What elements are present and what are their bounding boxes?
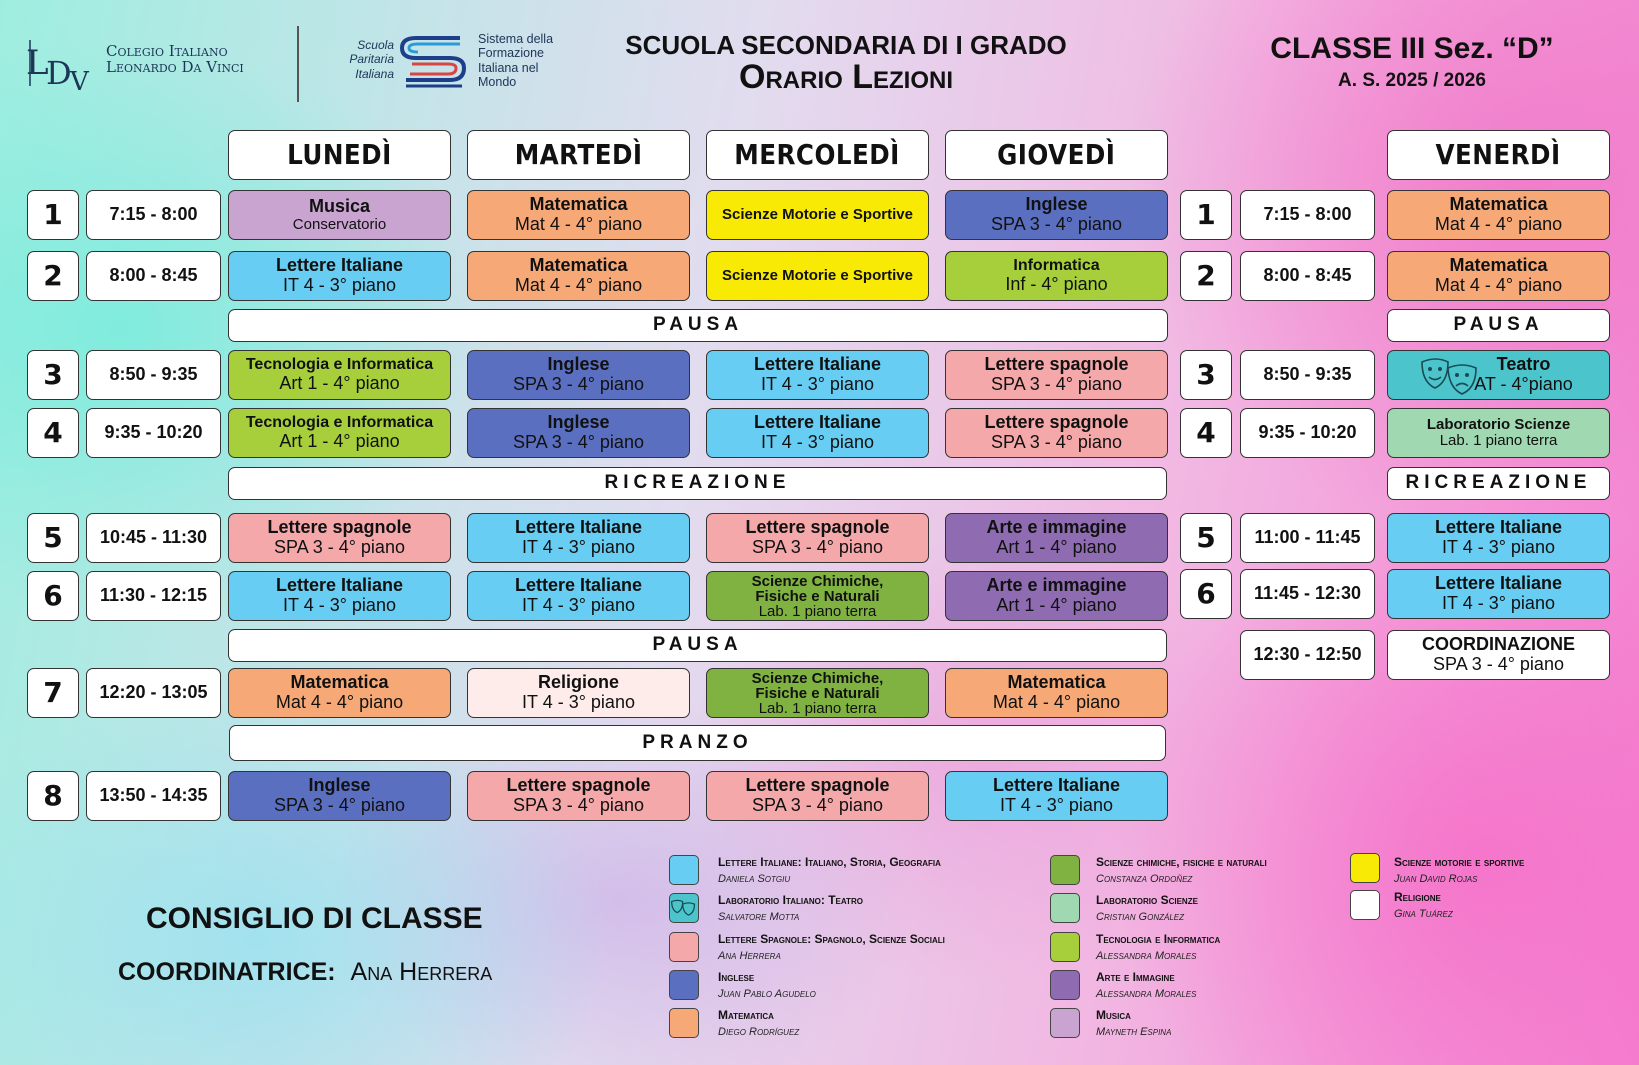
legend-subject: Inglese: [718, 970, 755, 984]
lesson-cell: [706, 771, 929, 821]
lesson-cell: [945, 668, 1168, 718]
lesson-cell: [467, 668, 690, 718]
lesson-subject: Inglese: [308, 775, 371, 796]
legend-swatch: [1050, 1008, 1080, 1038]
lesson-room: Mat 4 - 4° piano: [514, 214, 643, 234]
lesson-cell: [706, 190, 929, 240]
lesson-room: Art 1 - 4° piano: [279, 372, 400, 393]
lesson-subject: Lettere Italiane: [992, 775, 1121, 796]
legend-subject: Religione: [1394, 890, 1441, 904]
lesson-subject: Arte e immagine: [986, 575, 1127, 596]
period-number-text: 1: [1196, 197, 1216, 231]
lesson-cell: [467, 571, 690, 621]
lesson-subject: Arte e immagine: [986, 517, 1127, 538]
legend-subject: Musica: [1096, 1008, 1131, 1022]
period-time: [1240, 190, 1375, 240]
lesson-room: SPA 3 - 4° piano: [752, 537, 883, 557]
sistema-line3: Italiana nel: [478, 60, 539, 75]
period-number-text: 3: [1196, 357, 1216, 391]
books-logo-icon: [398, 32, 470, 88]
legend-teacher: Juan Pablo Agudelo: [718, 988, 816, 1000]
legend-teacher: Gina Tuárez: [1394, 908, 1453, 920]
period-number: [27, 190, 79, 240]
period-number: [27, 668, 79, 718]
lesson-subject: Inglese: [1025, 194, 1088, 215]
legend-subject: Matematica: [718, 1008, 774, 1022]
lesson-room: IT 4 - 3° piano: [1442, 537, 1555, 557]
period-time-text: 12:20 - 13:05: [99, 682, 208, 703]
paritaria-line1: Scuola: [357, 38, 394, 52]
lesson-cell: [945, 771, 1168, 821]
period-time-text: 7:15 - 8:00: [109, 204, 198, 225]
school-name-line2: Leonardo Da Vinci: [106, 57, 244, 76]
lesson-cell: [945, 190, 1168, 240]
period-time: [86, 251, 221, 301]
period-number-text: 4: [1196, 415, 1216, 449]
lesson-subject: Laboratorio Scienze: [1426, 415, 1571, 433]
legend-subject: Arte e Immagine: [1096, 970, 1175, 984]
period-time-text: 9:35 - 10:20: [1258, 422, 1357, 443]
lesson-cell: [228, 408, 451, 458]
lesson-room: Mat 4 - 4° piano: [1434, 214, 1563, 234]
lesson-room: IT 4 - 3° piano: [761, 374, 874, 394]
period-number-text: 5: [1196, 520, 1216, 554]
paritaria-line2: Paritaria: [349, 52, 394, 67]
period-time-text: 7:15 - 8:00: [1263, 204, 1352, 225]
lesson-cell: [1387, 408, 1610, 458]
school-logo: [26, 34, 96, 90]
lesson-subject: Scienze Motorie e Sportive: [722, 266, 913, 284]
page-title: Orario Lezioni: [739, 58, 953, 96]
day-label: GIOVEDÌ: [997, 137, 1116, 171]
lesson-cell: [706, 513, 929, 563]
period-number: [27, 513, 79, 563]
legend-subject: Scienze motorie e sportive: [1394, 855, 1525, 869]
lesson-cell: [1387, 190, 1610, 240]
lesson-cell: [706, 251, 929, 301]
lesson-room: Mat 4 - 4° piano: [992, 692, 1121, 712]
period-time: [1240, 251, 1375, 301]
lesson-cell: [706, 668, 929, 718]
legend-subject: Lettere Italiane: Italiano, Storia, Geografia: [718, 855, 941, 869]
council-title: CONSIGLIO DI CLASSE: [146, 902, 483, 935]
lesson-subject: Lettere Italiane: [753, 412, 882, 433]
lesson-subject: Lettere spagnole: [506, 775, 651, 796]
lesson-subject: Scienze Chimiche,: [751, 572, 884, 590]
break-label: PAUSA: [652, 634, 743, 656]
lesson-subject: Scienze Motorie e Sportive: [722, 205, 913, 223]
lesson-cell: [1387, 350, 1610, 400]
period-time: [86, 190, 221, 240]
lesson-subject-line2: Fisiche e Naturali: [755, 684, 880, 702]
legend-teacher: Daniela Sotgiu: [718, 873, 791, 885]
lesson-room: SPA 3 - 4° piano: [274, 795, 405, 815]
lesson-subject: Lettere Italiane: [275, 575, 404, 596]
lesson-subject: Lettere Italiane: [514, 517, 643, 538]
period-time: [1240, 513, 1375, 563]
ldv-monogram-icon: [26, 34, 96, 90]
lesson-room: IT 4 - 3° piano: [761, 432, 874, 452]
svg-text:D: D: [46, 54, 72, 90]
lesson-subject: Matematica: [529, 194, 628, 215]
lesson-subject: Inglese: [547, 354, 610, 375]
lesson-room: Mat 4 - 4° piano: [1434, 275, 1563, 295]
break-bar-pranzo: [229, 725, 1166, 761]
period-number: [27, 350, 79, 400]
period-time-text: 9:35 - 10:20: [104, 422, 203, 443]
period-time-text: 11:45 - 12:30: [1253, 583, 1362, 604]
period-number: [1180, 350, 1232, 400]
lesson-subject: Inglese: [547, 412, 610, 433]
legend-swatch: [1050, 893, 1080, 923]
period-time-text: 12:30 - 12:50: [1253, 644, 1362, 665]
lesson-room: IT 4 - 3° piano: [522, 692, 635, 712]
lesson-room: IT 4 - 3° piano: [522, 537, 635, 557]
lesson-cell: [1387, 569, 1610, 619]
legend-swatch: [669, 1008, 699, 1038]
day-label: MARTEDÌ: [514, 137, 643, 171]
lesson-room: SPA 3 - 4° piano: [991, 214, 1122, 234]
period-time-text: 8:00 - 8:45: [109, 265, 198, 286]
break-bar-friday-pausa: [1387, 309, 1610, 342]
period-number: [1180, 251, 1232, 301]
lesson-subject: Matematica: [529, 255, 628, 276]
legend-swatch: [669, 893, 699, 923]
legend-subject: Lettere Spagnole: Spagnolo, Scienze Sociali: [718, 932, 945, 946]
period-time: [86, 771, 221, 821]
lesson-room: SPA 3 - 4° piano: [1433, 654, 1564, 674]
period-time: [86, 571, 221, 621]
day-header-thursday: [945, 130, 1168, 180]
period-number-text: 6: [1196, 576, 1216, 610]
legend-subject: Scienze chimiche, fisiche e naturali: [1096, 855, 1267, 869]
lesson-cell: [1387, 251, 1610, 301]
lesson-room: Mat 4 - 4° piano: [514, 275, 643, 295]
day-header-tuesday: [467, 130, 690, 180]
lesson-subject: Lettere Italiane: [275, 255, 404, 276]
lesson-subject: Matematica: [290, 672, 389, 693]
sistema-line2: Formazione: [478, 46, 544, 61]
legend-teacher: Ana Herrera: [718, 950, 781, 962]
svg-text:V: V: [70, 67, 89, 90]
period-time-text: 11:30 - 12:15: [99, 585, 208, 606]
break-bar-pausa: [228, 309, 1168, 342]
legend-swatch: [1050, 932, 1080, 962]
sistema-line1: Sistema della: [478, 32, 554, 46]
period-number-text: 8: [43, 778, 63, 812]
lesson-cell: [945, 513, 1168, 563]
school-level-title: SCUOLA SECONDARIA DI I GRADO: [625, 30, 1067, 60]
lesson-cell: [228, 571, 451, 621]
period-time-text: 8:00 - 8:45: [1263, 265, 1352, 286]
legend-swatch: [1350, 853, 1380, 883]
lesson-room: SPA 3 - 4° piano: [274, 537, 405, 557]
break-label: PRANZO: [642, 731, 753, 753]
break-bar-friday-ricreazione: [1387, 467, 1610, 500]
lesson-room: Art 1 - 4° piano: [279, 430, 400, 451]
lesson-cell: [228, 350, 451, 400]
legend-swatch: [1350, 890, 1380, 920]
svg-text:L: L: [26, 43, 49, 83]
lesson-subject: Tecnologia e Informatica: [245, 356, 434, 374]
lesson-cell: [467, 513, 690, 563]
legend-subject: Tecnologia e Informatica: [1096, 932, 1221, 946]
lesson-cell: [228, 668, 451, 718]
lesson-cell: [706, 571, 929, 621]
lesson-subject: Matematica: [1007, 672, 1106, 693]
period-number: [1180, 513, 1232, 563]
lesson-room: Conservatorio: [292, 215, 387, 233]
header-divider: [297, 26, 299, 102]
legend-swatch: [1050, 855, 1080, 885]
lesson-cell: [1387, 630, 1610, 680]
break-label: PAUSA: [652, 314, 744, 336]
legend-teacher: Diego Rodríguez: [718, 1026, 800, 1038]
lesson-room: SPA 3 - 4° piano: [513, 374, 644, 394]
legend-swatch: [669, 932, 699, 962]
legend-teacher: Constanza Ordoñez: [1096, 873, 1193, 885]
lesson-room: SPA 3 - 4° piano: [513, 795, 644, 815]
period-number: [1180, 569, 1232, 619]
lesson-subject: Lettere spagnole: [984, 412, 1129, 433]
lesson-room: SPA 3 - 4° piano: [991, 432, 1122, 452]
period-number: [27, 408, 79, 458]
theater-masks-icon: [1418, 356, 1482, 396]
period-time-text: 11:00 - 11:45: [1254, 527, 1361, 548]
period-time-text: 13:50 - 14:35: [99, 785, 208, 806]
lesson-room: Inf - 4° piano: [1005, 273, 1108, 294]
lesson-room: IT 4 - 3° piano: [1000, 795, 1113, 815]
coordinator-line: [118, 958, 538, 987]
lesson-cell: [228, 513, 451, 563]
period-number-text: 1: [43, 197, 63, 231]
lesson-cell: [467, 771, 690, 821]
day-header-monday: [228, 130, 451, 180]
legend-teacher: Salvatore Motta: [718, 911, 800, 923]
period-number-text: 6: [43, 578, 63, 612]
lesson-cell: [467, 251, 690, 301]
lesson-subject: Teatro: [1496, 354, 1551, 375]
period-time-text: 8:50 - 9:35: [109, 364, 198, 385]
sistema-line4: Mondo: [478, 75, 517, 90]
period-number-text: 2: [1196, 258, 1216, 292]
period-number: [27, 251, 79, 301]
period-time: [1240, 630, 1375, 680]
period-time: [86, 350, 221, 400]
lesson-room: Art 1 - 4° piano: [996, 595, 1117, 615]
lesson-room: Art 1 - 4° piano: [996, 537, 1117, 557]
period-number-text: 3: [43, 357, 63, 391]
paritaria-text: [334, 38, 394, 81]
lesson-subject: Lettere spagnole: [267, 517, 412, 538]
period-time: [1240, 408, 1375, 458]
lesson-subject: Musica: [308, 195, 371, 216]
lesson-room: Lab. 1 piano terra: [758, 602, 877, 620]
legend-teacher: Alessandra Morales: [1096, 988, 1197, 1000]
lesson-subject: Lettere Italiane: [1434, 517, 1563, 538]
legend-subject: Laboratorio Scienze: [1096, 893, 1198, 907]
lesson-cell: [467, 350, 690, 400]
lesson-cell: [945, 251, 1168, 301]
break-label: RICREAZIONE: [604, 472, 791, 494]
paritaria-line3: Italiana: [355, 66, 394, 81]
period-time: [1240, 569, 1375, 619]
lesson-cell: [706, 408, 929, 458]
day-label: MERCOLEDÌ: [734, 137, 901, 171]
break-label: RICREAZIONE: [1405, 472, 1592, 494]
lesson-room: Lab. 1 piano terra: [758, 699, 877, 717]
day-label: VENERDÌ: [1435, 137, 1562, 171]
lesson-cell: [467, 190, 690, 240]
lesson-room: IT 4 - 3° piano: [522, 595, 635, 615]
lesson-room: IT 4 - 3° piano: [283, 595, 396, 615]
day-label: LUNEDÌ: [287, 137, 392, 171]
lesson-subject: Religione: [537, 672, 619, 693]
lesson-subject: Matematica: [1449, 255, 1548, 276]
lesson-subject: COORDINAZIONE: [1422, 634, 1575, 655]
period-number: [1180, 408, 1232, 458]
sistema-text: [478, 32, 588, 90]
lesson-room: IT 4 - 3° piano: [283, 275, 396, 295]
period-number-text: 5: [43, 520, 63, 554]
break-bar-ricreazione: [228, 467, 1167, 500]
lesson-subject: Matematica: [1449, 194, 1548, 215]
period-time: [86, 668, 221, 718]
legend-subject: Laboratorio Italiano: Teatro: [718, 893, 863, 907]
period-number-text: 4: [43, 415, 63, 449]
period-number: [1180, 190, 1232, 240]
period-number: [27, 771, 79, 821]
legend-teacher: Alessandra Morales: [1096, 950, 1197, 962]
break-bar-pausa: [228, 629, 1167, 662]
period-time: [86, 408, 221, 458]
period-time-text: 10:45 - 11:30: [99, 527, 208, 548]
lesson-subject: Informatica: [1013, 257, 1100, 275]
period-time: [86, 513, 221, 563]
lesson-cell: [945, 571, 1168, 621]
lesson-cell: [706, 350, 929, 400]
lesson-subject: Lettere Italiane: [1434, 573, 1563, 594]
legend-swatch: [1050, 970, 1080, 1000]
theater-masks-icon: [670, 894, 697, 921]
school-name: [106, 44, 276, 76]
day-header-wednesday: [706, 130, 929, 180]
lesson-cell: [945, 408, 1168, 458]
lesson-room: SPA 3 - 4° piano: [991, 374, 1122, 394]
lesson-room: SPA 3 - 4° piano: [513, 432, 644, 452]
lesson-room: SPA 3 - 4° piano: [752, 795, 883, 815]
legend-teacher: Cristian González: [1096, 911, 1185, 923]
lesson-cell: [945, 350, 1168, 400]
lesson-subject: Lettere Italiane: [753, 354, 882, 375]
break-label: PAUSA: [1453, 314, 1544, 336]
lesson-subject: Lettere Italiane: [514, 575, 643, 596]
lesson-subject: Lettere spagnole: [984, 354, 1129, 375]
period-time-text: 8:50 - 9:35: [1263, 364, 1352, 385]
lesson-cell: [1387, 513, 1610, 563]
period-number-text: 7: [43, 675, 63, 709]
coordinator-name: Ana Herrera: [350, 958, 493, 986]
lesson-room: IT 4 - 3° piano: [1442, 593, 1555, 613]
day-header-friday: [1387, 130, 1610, 180]
legend-teacher: Mayneth Espina: [1096, 1026, 1172, 1038]
coordinator-label: COORDINATRICE:: [118, 958, 336, 986]
legend-teacher: Juan David Rojas: [1394, 873, 1478, 885]
lesson-cell: [228, 251, 451, 301]
lesson-room: AT - 4°piano: [1474, 374, 1573, 394]
lesson-subject-line2: Fisiche e Naturali: [755, 587, 880, 605]
period-number: [27, 571, 79, 621]
lesson-room: Mat 4 - 4° piano: [275, 692, 404, 712]
school-name-line1: Colegio Italiano: [106, 42, 228, 60]
lesson-subject: Lettere spagnole: [745, 775, 890, 796]
legend-swatch: [669, 970, 699, 1000]
lesson-subject: Lettere spagnole: [745, 517, 890, 538]
period-time: [1240, 350, 1375, 400]
lesson-cell: [467, 408, 690, 458]
sistema-logo: [398, 32, 470, 88]
class-label: CLASSE III Sez. “D”: [1270, 32, 1554, 65]
legend-swatch: [669, 855, 699, 885]
lesson-room: Lab. 1 piano terra: [1439, 432, 1558, 449]
lesson-subject: Tecnologia e Informatica: [245, 414, 434, 432]
lesson-cell: [228, 190, 451, 240]
school-year: A. S. 2025 / 2026: [1338, 70, 1486, 91]
period-number-text: 2: [43, 258, 63, 292]
lesson-subject: Scienze Chimiche,: [751, 669, 884, 687]
lesson-cell: [228, 771, 451, 821]
